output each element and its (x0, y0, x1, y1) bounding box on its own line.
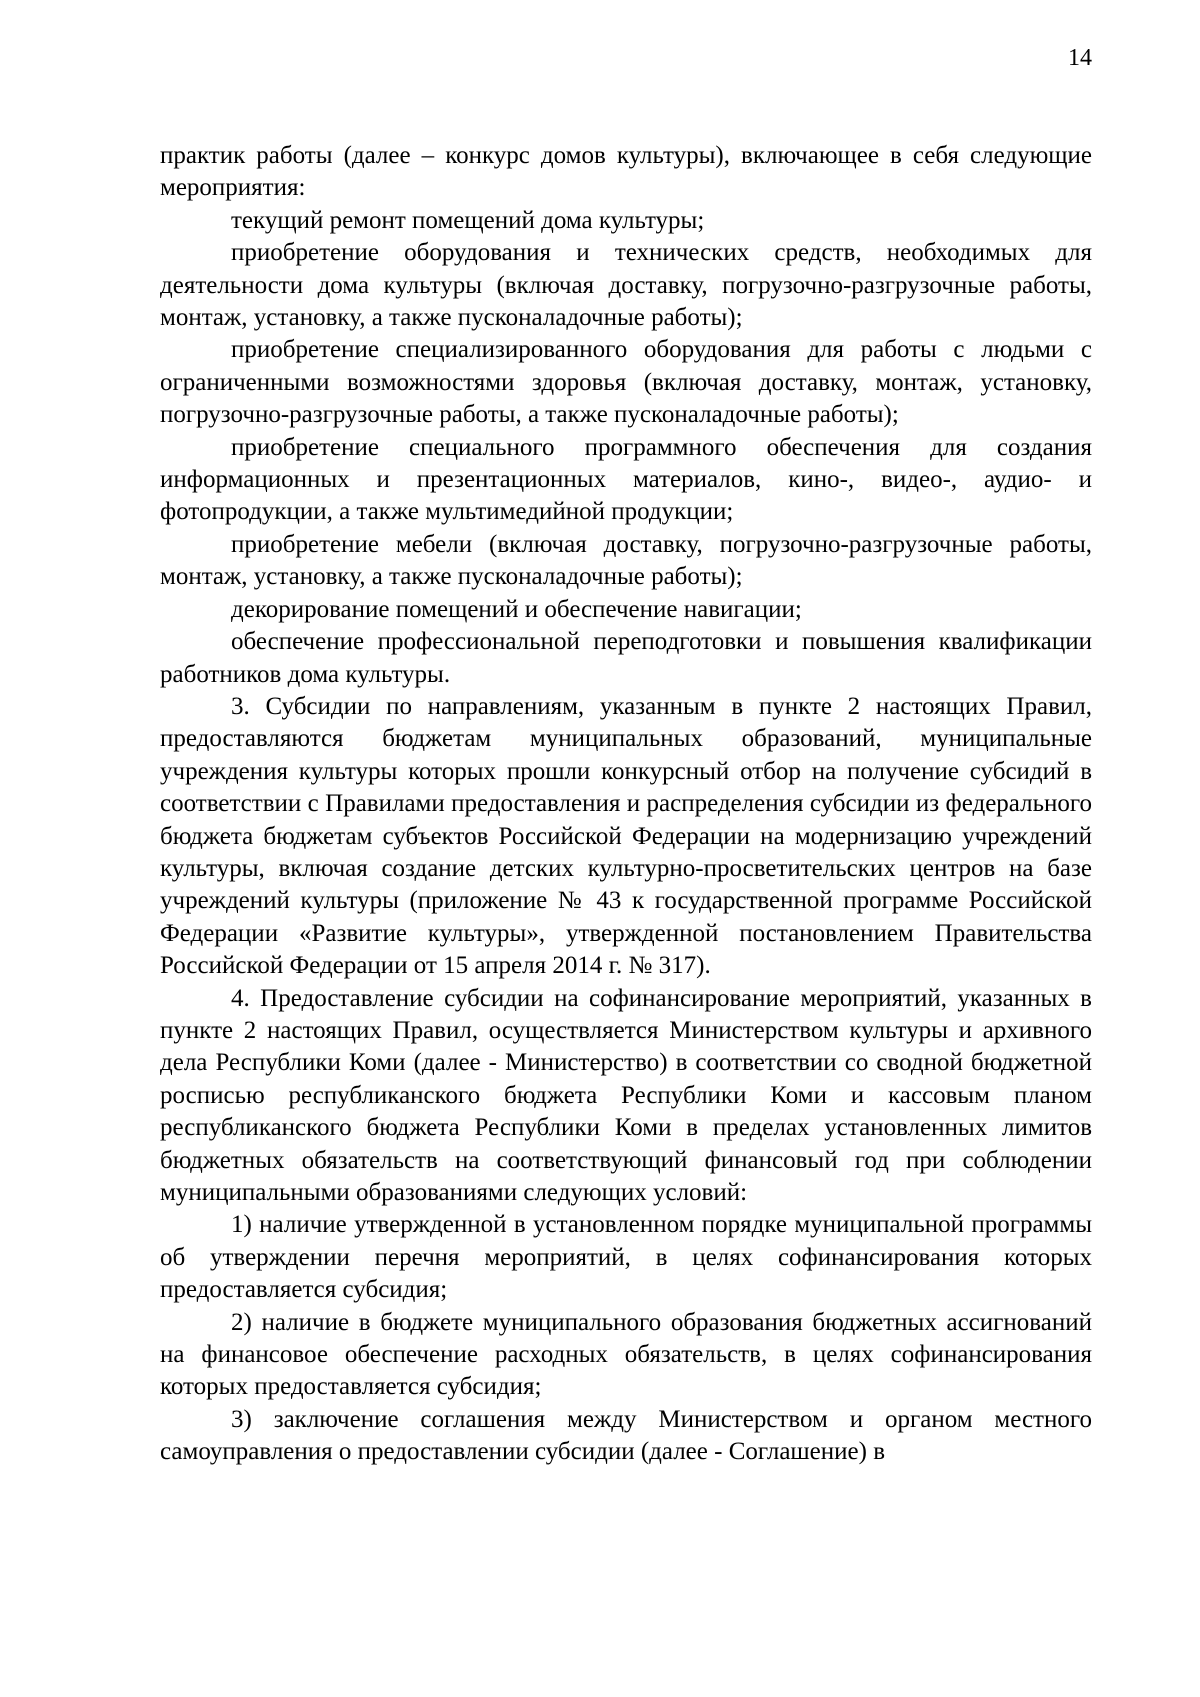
paragraph: приобретение оборудования и технических средств, необходимых для деятельности дома культуры (включая доставку, погрузочно-разгрузочные работы, монтаж, установку, а также пусконаладочные работы); (160, 239, 1092, 332)
paragraph: приобретение специального программного обеспечения для создания информационных и презентационных материалов, кино-, видео-, аудио- и фотопродукции, а также мультимедийной продукции; (160, 433, 1092, 526)
paragraph: приобретение специализированного оборудования для работы с людьми с ограниченными возможностями здоровья (включая доставку, монтаж, установку, погрузочно-разгрузочные работы, а также пусконаладочные работы); (160, 336, 1092, 429)
paragraph: практик работы (далее – конкурс домов культуры), включающее в себя следующие мероприятия: (160, 142, 1092, 202)
page-number: 14 (1068, 45, 1092, 71)
paragraph: 4. Предоставление субсидии на софинансирование мероприятий, указанных в пункте 2 настоящих Правил, осуществляется Министерством культуры и архивного дела Республики Коми (далее - Министерство) в соответствии со сводной бюджетной росписью республиканского бюджета Республики Коми и кассовым планом республиканского бюджета Республики Коми в пределах установленных лимитов бюджетных обязательств на соответствующий финансовый год при соблюдении муниципальными образованиями следующих условий: (160, 984, 1092, 1206)
paragraph: декорирование помещений и обеспечение навигации; (231, 595, 802, 623)
paragraph: 3) заключение соглашения между Министерством и органом местного самоуправления о предоставлении субсидии (далее - Соглашение) в (160, 1405, 1092, 1466)
paragraph: 2) наличие в бюджете муниципального образования бюджетных ассигнований на финансовое обеспечение расходных обязательств, в целях софинансирования которых предоставляется субсидия; (160, 1308, 1092, 1401)
document-body (160, 140, 1092, 1469)
paragraph: приобретение мебели (включая доставку, погрузочно-разгрузочные работы, монтаж, установку, а также пусконаладочные работы); (160, 530, 1092, 591)
paragraph: обеспечение профессиональной переподготовки и повышения квалификации работников дома культуры. (160, 628, 1092, 688)
paragraph: текущий ремонт помещений дома культуры; (231, 206, 705, 234)
paragraph: 1) наличие утвержденной в установленном порядке муниципальной программы об утверждении перечня мероприятий, в целях софинансирования которых предоставляется субсидия; (160, 1211, 1092, 1304)
paragraph: 3. Субсидии по направлениям, указанным в пункте 2 настоящих Правил, предоставляются бюджетам муниципальных образований, муниципальные учреждения культуры которых прошли конкурсный отбор на получение субсидий в соответствии с Правилами предоставления и распределения субсидии из федерального бюджета бюджетам субъектов Российской Федерации на модернизацию учреждений культуры, включая создание детских культурно-просветительских центров на базе учреждений культуры (приложение № 43 к государственной программе Российской Федерации «Развитие культуры», утвержденной постановлением Правительства Российской Федерации от 15 апреля 2014 г. № 317). (160, 692, 1092, 980)
